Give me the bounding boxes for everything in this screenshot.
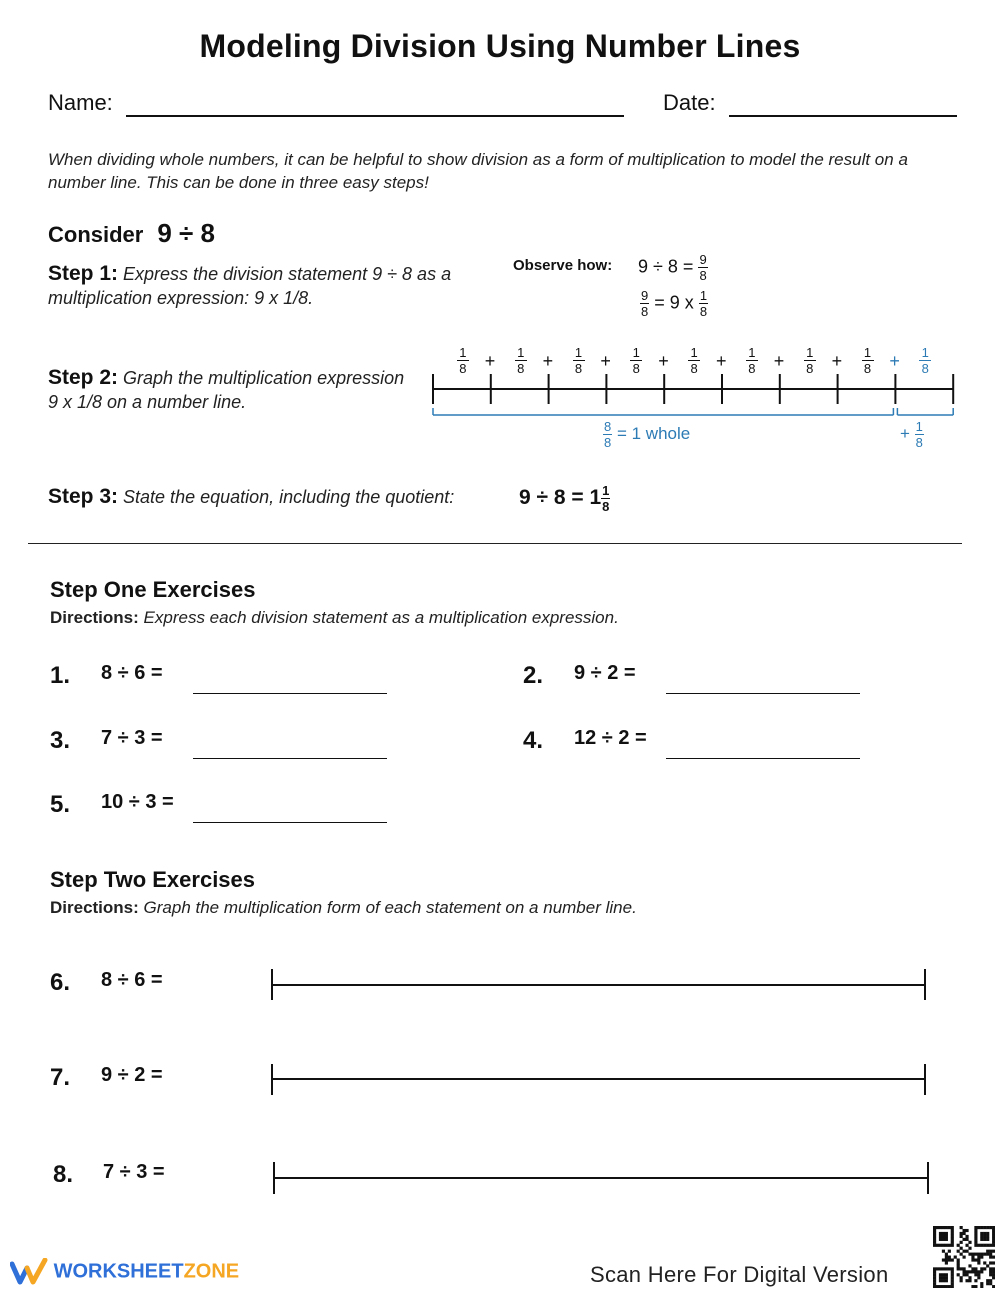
qr-cell <box>986 1226 989 1229</box>
number-line-plus: + <box>658 351 669 371</box>
qr-cell <box>963 1232 966 1235</box>
exercise-2-number: 2. <box>523 662 544 689</box>
step-one-directions: Directions: Express each division statement as a multiplication expression. <box>50 608 619 627</box>
qr-cell <box>951 1235 954 1238</box>
exercise-4-answer[interactable] <box>666 758 860 759</box>
qr-cell <box>977 1261 980 1264</box>
qr-cell <box>989 1279 992 1282</box>
qr-cell <box>980 1267 983 1270</box>
observe-frac-9-8: $\frac{9}{8}$ <box>699 252 707 283</box>
qr-cell <box>939 1267 942 1270</box>
qr-cell <box>989 1282 992 1285</box>
qr-cell <box>989 1250 992 1253</box>
number-line-fraction: $\frac{1}{8}$ <box>515 346 527 375</box>
qr-cell <box>971 1258 974 1261</box>
exercise-7-expression: 9 ÷ 2 = <box>101 1064 163 1086</box>
qr-cell <box>980 1256 983 1259</box>
qr-cell <box>974 1253 977 1256</box>
qr-cell <box>957 1273 960 1276</box>
qr-cell <box>951 1285 954 1288</box>
qr-cell <box>974 1258 977 1261</box>
number-line-plus: + <box>889 351 900 371</box>
extra-frac: $\frac{1}{8}$ <box>915 419 923 450</box>
qr-cell <box>992 1270 995 1273</box>
exercise-3-expression: 7 ÷ 3 = <box>101 727 163 749</box>
qr-cell <box>992 1250 995 1253</box>
qr-cell <box>980 1232 983 1235</box>
qr-cell <box>945 1235 948 1238</box>
qr-cell <box>980 1253 983 1256</box>
qr-cell <box>974 1229 977 1232</box>
number-line-fraction: $\frac{1}{8}$ <box>919 346 931 375</box>
qr-cell <box>983 1244 986 1247</box>
qr-cell <box>960 1279 963 1282</box>
exercise-7-number: 7. <box>50 1064 71 1091</box>
qr-cell <box>986 1279 989 1282</box>
qr-cell <box>980 1270 983 1273</box>
qr-cell <box>942 1285 945 1288</box>
qr-cell <box>971 1270 974 1273</box>
exercise-5-number: 5. <box>50 791 71 818</box>
qr-cell <box>945 1285 948 1288</box>
qr-cell <box>986 1282 989 1285</box>
qr-cell <box>977 1253 980 1256</box>
qr-cell <box>963 1250 966 1253</box>
divider <box>28 543 962 544</box>
qr-cell <box>942 1267 945 1270</box>
qr-cell <box>980 1226 983 1229</box>
qr-cell <box>989 1267 992 1270</box>
step-one-title: Step One Exercises <box>50 577 256 602</box>
step-2 <box>48 366 408 414</box>
qr-cell <box>974 1273 977 1276</box>
qr-cell <box>945 1276 948 1279</box>
scan-text: Scan Here For Digital Version <box>590 1262 889 1287</box>
qr-cell <box>933 1226 936 1229</box>
qr-cell <box>939 1276 942 1279</box>
step-3-label: Step 3: <box>48 485 119 508</box>
qr-cell <box>951 1258 954 1261</box>
qr-cell <box>945 1244 948 1247</box>
qr-cell <box>977 1273 980 1276</box>
qr-cell <box>986 1250 989 1253</box>
qr-cell <box>951 1267 954 1270</box>
qr-cell <box>945 1238 948 1241</box>
qr-cell <box>986 1232 989 1235</box>
qr-cell <box>986 1253 989 1256</box>
qr-cell <box>983 1261 986 1264</box>
qr-cell <box>933 1273 936 1276</box>
step-two-directions: Directions: Graph the multiplication form of each statement on a number line. <box>50 898 637 917</box>
number-line-plus: + <box>484 351 496 371</box>
qr-cell <box>989 1253 992 1256</box>
qr-cell <box>963 1229 966 1232</box>
step-1-label: Step 1: <box>48 262 119 285</box>
qr-cell <box>965 1279 968 1282</box>
qr-cell <box>971 1267 974 1270</box>
step-3 <box>48 485 454 509</box>
exercise-2-expression: 9 ÷ 2 = <box>574 662 636 684</box>
qr-cell <box>986 1244 989 1247</box>
qr-cell <box>977 1270 980 1273</box>
number-line-fraction: $\frac{1}{8}$ <box>688 346 700 375</box>
name-field[interactable] <box>126 115 624 117</box>
exercise-4-number: 4. <box>523 727 544 754</box>
qr-cell <box>933 1282 936 1285</box>
qr-cell <box>939 1238 942 1241</box>
qr-cell <box>989 1273 992 1276</box>
qr-cell <box>960 1267 963 1270</box>
exercise-5-answer[interactable] <box>193 822 387 823</box>
qr-cell <box>942 1226 945 1229</box>
step-2-label: Step 2: <box>48 366 119 389</box>
qr-cell <box>945 1273 948 1276</box>
qr-cell <box>965 1270 968 1273</box>
qr-cell <box>945 1267 948 1270</box>
qr-cell <box>948 1285 951 1288</box>
qr-cell <box>942 1258 945 1261</box>
step-2-text: Graph the multiplication expression 9 x 1/8 on a number line. <box>48 368 405 412</box>
qr-cell <box>939 1244 942 1247</box>
date-field[interactable] <box>729 115 957 117</box>
qr-cell <box>977 1226 980 1229</box>
qr-cell <box>939 1285 942 1288</box>
qr-cell <box>983 1235 986 1238</box>
qr-cell <box>954 1256 957 1259</box>
qr-cell <box>960 1247 963 1250</box>
qr-cell <box>957 1258 960 1261</box>
qr-cell <box>992 1273 995 1276</box>
qr-cell <box>951 1229 954 1232</box>
qr-cell <box>942 1279 945 1282</box>
qr-cell <box>933 1229 936 1232</box>
qr-cell <box>992 1229 995 1232</box>
qr-cell <box>986 1238 989 1241</box>
qr-cell <box>960 1232 963 1235</box>
number-line-fraction: $\frac{1}{8}$ <box>573 346 585 375</box>
qr-cell <box>957 1264 960 1267</box>
number-line-fraction: $\frac{1}{8}$ <box>630 346 642 375</box>
qr-cell <box>948 1244 951 1247</box>
qr-cell <box>992 1235 995 1238</box>
qr-code-icon[interactable] <box>933 1226 995 1288</box>
exercise-4-expression: 12 ÷ 2 = <box>574 727 647 749</box>
qr-cell <box>963 1238 966 1241</box>
qr-cell <box>965 1250 968 1253</box>
qr-cell <box>968 1264 971 1267</box>
qr-cell <box>951 1282 954 1285</box>
brand-part-1: WORKSHEET <box>53 1260 184 1283</box>
consider-expression: 9 ÷ 8 <box>157 218 215 248</box>
qr-cell <box>960 1226 963 1229</box>
number-line-fraction: $\frac{1}{8}$ <box>746 346 758 375</box>
intro-text: When dividing whole numbers, it can be helpful to show division as a form of multiplication to model the result on a number line. This can be done in three easy steps! <box>48 150 908 192</box>
exercise-6-number-line[interactable] <box>265 966 935 1002</box>
qr-cell <box>983 1253 986 1256</box>
qr-cell <box>942 1276 945 1279</box>
qr-cell <box>980 1285 983 1288</box>
qr-cell <box>980 1235 983 1238</box>
qr-cell <box>971 1256 974 1259</box>
qr-cell <box>957 1250 960 1253</box>
qr-cell <box>974 1267 977 1270</box>
qr-cell <box>989 1244 992 1247</box>
qr-cell <box>983 1232 986 1235</box>
qr-cell <box>992 1261 995 1264</box>
exercise-1-answer[interactable] <box>193 693 387 694</box>
exercise-3-answer[interactable] <box>193 758 387 759</box>
qr-cell <box>992 1276 995 1279</box>
qr-cell <box>989 1226 992 1229</box>
exercise-2-answer[interactable] <box>666 693 860 694</box>
qr-cell <box>992 1256 995 1259</box>
qr-cell <box>939 1235 942 1238</box>
one-whole-label: $\frac{8}{8}$ = 1 whole <box>604 419 691 450</box>
qr-cell <box>965 1273 968 1276</box>
brand-logo[interactable] <box>10 1258 239 1286</box>
exercise-8-number-line[interactable] <box>267 1160 937 1196</box>
qr-cell <box>945 1253 948 1256</box>
qr-cell <box>974 1232 977 1235</box>
number-line-plus: + <box>542 351 554 371</box>
observe-line-1 <box>638 253 708 282</box>
qr-cell <box>992 1267 995 1270</box>
qr-cell <box>963 1267 966 1270</box>
qr-cell <box>992 1241 995 1244</box>
exercise-6-number: 6. <box>50 969 71 996</box>
qr-cell <box>936 1285 939 1288</box>
qr-cell <box>933 1276 936 1279</box>
qr-cell <box>977 1276 980 1279</box>
qr-cell <box>945 1261 948 1264</box>
observe-frac-1-8: $\frac{1}{8}$ <box>699 288 708 319</box>
qr-cell <box>951 1232 954 1235</box>
qr-cell <box>960 1276 963 1279</box>
qr-cell <box>977 1244 980 1247</box>
step-3-frac: $\frac{1}{8}$ <box>602 483 610 514</box>
qr-cell <box>983 1226 986 1229</box>
brand-part-2: ZONE <box>183 1260 240 1283</box>
qr-cell <box>936 1267 939 1270</box>
qr-cell <box>960 1253 963 1256</box>
qr-cell <box>945 1232 948 1235</box>
qr-cell <box>951 1226 954 1229</box>
qr-cell <box>942 1250 945 1253</box>
qr-cell <box>948 1267 951 1270</box>
qr-cell <box>968 1247 971 1250</box>
qr-cell <box>974 1279 977 1282</box>
qr-cell <box>933 1241 936 1244</box>
qr-cell <box>974 1241 977 1244</box>
qr-cell <box>936 1226 939 1229</box>
number-line-fraction: $\frac{1}{8}$ <box>804 346 816 375</box>
qr-cell <box>963 1270 966 1273</box>
qr-cell <box>948 1226 951 1229</box>
qr-cell <box>968 1241 971 1244</box>
qr-cell <box>992 1226 995 1229</box>
observe-block <box>513 257 612 275</box>
qr-cell <box>963 1256 966 1259</box>
exercise-5-expression: 10 ÷ 3 = <box>101 791 174 813</box>
qr-cell <box>939 1279 942 1282</box>
qr-cell <box>942 1238 945 1241</box>
qr-cell <box>965 1235 968 1238</box>
page-title: Modeling Division Using Number Lines <box>199 28 801 64</box>
qr-cell <box>951 1273 954 1276</box>
qr-cell <box>980 1238 983 1241</box>
consider-label: Consider <box>48 222 144 247</box>
qr-cell <box>957 1261 960 1264</box>
qr-cell <box>933 1238 936 1241</box>
qr-cell <box>936 1244 939 1247</box>
qr-cell <box>974 1238 977 1241</box>
qr-cell <box>965 1238 968 1241</box>
qr-cell <box>933 1244 936 1247</box>
qr-cell <box>948 1250 951 1253</box>
qr-cell <box>977 1256 980 1259</box>
qr-cell <box>965 1229 968 1232</box>
qr-cell <box>933 1270 936 1273</box>
qr-cell <box>957 1267 960 1270</box>
number-line-fraction: $\frac{1}{8}$ <box>862 346 874 375</box>
qr-cell <box>942 1244 945 1247</box>
qr-cell <box>971 1253 974 1256</box>
qr-cell <box>992 1238 995 1241</box>
qr-cell <box>960 1235 963 1238</box>
qr-cell <box>942 1232 945 1235</box>
qr-cell <box>971 1285 974 1288</box>
qr-cell <box>948 1258 951 1261</box>
extra-eighth-label: + $\frac{1}{8}$ <box>900 419 923 450</box>
qr-cell <box>951 1279 954 1282</box>
number-line-plus: + <box>600 351 611 371</box>
qr-cell <box>980 1244 983 1247</box>
step-3-answer: 9 ÷ 8 = 1 $\frac{1}{8}$ <box>519 483 610 514</box>
qr-cell <box>960 1241 963 1244</box>
qr-cell <box>933 1279 936 1282</box>
qr-cell <box>986 1235 989 1238</box>
whole-frac: $\frac{8}{8}$ <box>604 419 612 450</box>
observe-frac-9-8-b: $\frac{9}{8}$ <box>641 288 649 319</box>
qr-cell <box>942 1235 945 1238</box>
exercise-6-expression: 8 ÷ 6 = <box>101 969 163 991</box>
qr-cell <box>968 1276 971 1279</box>
step-1 <box>48 262 468 310</box>
qr-cell <box>974 1244 977 1247</box>
qr-cell <box>942 1273 945 1276</box>
qr-cell <box>963 1273 966 1276</box>
qr-cell <box>968 1279 971 1282</box>
qr-cell <box>986 1264 989 1267</box>
qr-cell <box>945 1256 948 1259</box>
qr-cell <box>951 1241 954 1244</box>
qr-cell <box>980 1282 983 1285</box>
step-two-title: Step Two Exercises <box>50 867 256 892</box>
number-line-plus: + <box>773 351 785 371</box>
exercise-8-number: 8. <box>53 1161 74 1188</box>
qr-cell <box>933 1235 936 1238</box>
qr-cell <box>989 1261 992 1264</box>
number-line-fraction: $\frac{1}{8}$ <box>457 346 469 375</box>
qr-cell <box>945 1258 948 1261</box>
qr-cell <box>957 1244 960 1247</box>
name-label: Name: <box>48 90 113 115</box>
qr-cell <box>951 1270 954 1273</box>
qr-cell <box>974 1235 977 1238</box>
qr-cell <box>983 1267 986 1270</box>
qr-cell <box>992 1232 995 1235</box>
exercise-1-number: 1. <box>50 662 71 689</box>
qr-cell <box>989 1270 992 1273</box>
qr-cell <box>933 1267 936 1270</box>
exercise-1-expression: 8 ÷ 6 = <box>101 662 163 684</box>
observe-line1-left: 9 ÷ 8 = <box>638 256 694 277</box>
qr-cell <box>945 1279 948 1282</box>
qr-cell <box>977 1258 980 1261</box>
observe-label: Observe how: <box>513 257 613 274</box>
qr-cell <box>951 1238 954 1241</box>
qr-cell <box>933 1285 936 1288</box>
brand-logo-icon <box>10 1258 48 1286</box>
qr-cell <box>968 1253 971 1256</box>
qr-cell <box>992 1285 995 1288</box>
qr-cell <box>983 1238 986 1241</box>
qr-cell <box>939 1232 942 1235</box>
qr-cell <box>989 1256 992 1259</box>
qr-cell <box>933 1232 936 1235</box>
step-3-text: State the equation, including the quotient: <box>123 487 455 507</box>
qr-cell <box>951 1244 954 1247</box>
observe-line-2: $\frac{9}{8}$ = 9 x $\frac{1}{8}$ <box>641 288 708 319</box>
qr-cell <box>974 1226 977 1229</box>
qr-cell <box>948 1256 951 1259</box>
qr-cell <box>974 1270 977 1273</box>
qr-cell <box>951 1276 954 1279</box>
number-line-plus: + <box>716 351 727 371</box>
exercise-3-number: 3. <box>50 727 71 754</box>
qr-cell <box>992 1244 995 1247</box>
qr-cell <box>945 1226 948 1229</box>
qr-cell <box>939 1226 942 1229</box>
qr-cell <box>939 1273 942 1276</box>
qr-cell <box>968 1270 971 1273</box>
exercise-8-expression: 7 ÷ 3 = <box>103 1161 165 1183</box>
exercise-7-number-line[interactable] <box>265 1062 935 1098</box>
qr-cell <box>974 1285 977 1288</box>
number-line-plus: + <box>831 351 843 371</box>
step-1-text: Express the division statement 9 ÷ 8 as a multiplication expression: 9 x 1/8. <box>48 264 452 308</box>
consider-heading <box>48 218 215 249</box>
date-label: Date: <box>663 90 716 115</box>
qr-cell <box>965 1244 968 1247</box>
